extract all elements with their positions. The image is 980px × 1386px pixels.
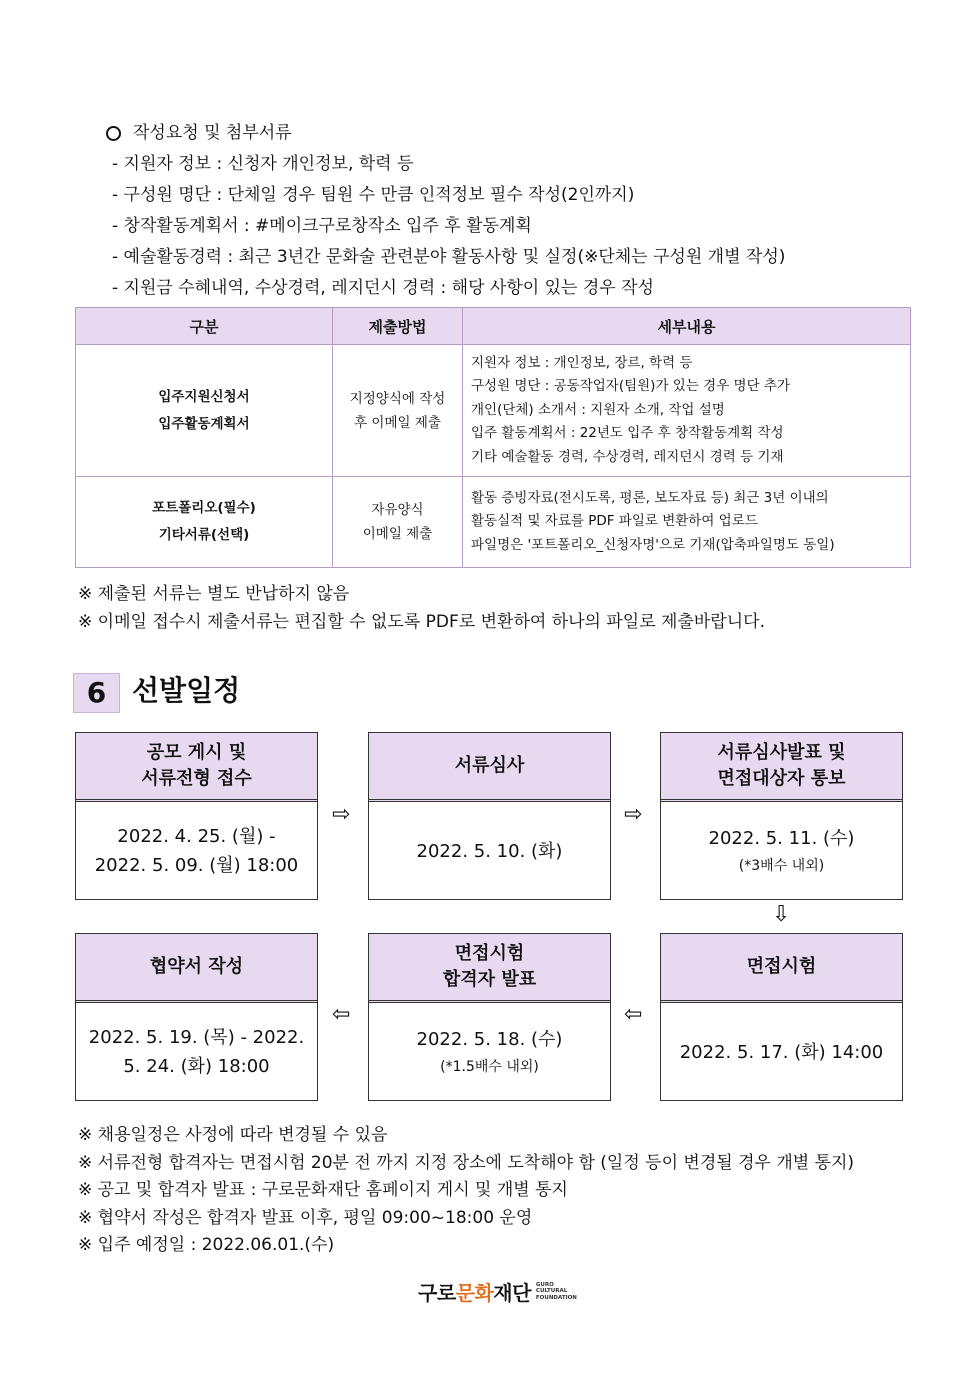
- schedule-step-review-announcement: [660, 732, 903, 900]
- logo-korean: [418, 1277, 531, 1306]
- method-cell: [333, 345, 463, 477]
- intro-item: - 예술활동경력 : 최근 3년간 문화술 관련분야 활동사항 및 실정(※단체는 구성원 개별 작성): [112, 247, 786, 267]
- details-cell: [463, 477, 911, 568]
- note-line: ※ 채용일정은 사정에 따라 변경될 수 있음: [78, 1125, 388, 1145]
- schedule-notes: [78, 1122, 854, 1260]
- category-line: 입주지원신청서: [158, 388, 250, 405]
- logo-en-line: FOUNDATION: [535, 1294, 577, 1301]
- category-cell: [76, 477, 333, 568]
- details-line: 활동 증빙자료(전시도록, 평론, 보도자료 등) 최근 3년 이내의: [471, 489, 829, 506]
- step-date: 2022. 5. 09. (월) 18:00: [94, 855, 299, 876]
- intro-heading: 작성요청 및 첨부서류: [133, 123, 292, 143]
- note-line: ※ 협약서 작성은 합격자 발표 이후, 평일 09:00~18:00 운영: [78, 1207, 533, 1228]
- step-body: [661, 803, 902, 899]
- method-line: 자유양식: [371, 502, 424, 518]
- arrow-right-icon: ⇨: [624, 802, 643, 827]
- arrow-left-icon: ⇦: [332, 1002, 351, 1027]
- step-date: 5. 24. (화) 18:00: [123, 1056, 270, 1077]
- table-header: 구분: [76, 308, 333, 345]
- details-line: 구성원 명단 : 공동작업자(팀원)가 있는 경우 명단 추가: [471, 378, 790, 395]
- logo-en-line: CULTURAL: [535, 1288, 568, 1295]
- details-cell: [463, 345, 911, 477]
- intro-item: - 창작활동계획서 : #메이크구로창작소 입주 후 활동계획: [112, 216, 532, 236]
- schedule-step-agreement: [75, 933, 318, 1101]
- method-cell: [333, 477, 463, 568]
- foundation-logo: [418, 1277, 577, 1306]
- intro-heading-row: [104, 118, 944, 149]
- step-date: 2022. 5. 17. (화) 14:00: [679, 1041, 884, 1063]
- method-line: 이메일 제출: [362, 526, 433, 542]
- submission-notes: [78, 580, 765, 636]
- table-header-row: [76, 308, 911, 345]
- note-line: ※ 입주 예정일 : 2022.06.01.(수): [78, 1235, 335, 1255]
- schedule-step-document-review: [368, 732, 611, 900]
- note-line: ※ 이메일 접수시 제출서류는 편집할 수 없도록 PDF로 변환하여 하나의 파일로 제출바랍니다.: [78, 612, 765, 632]
- logo-english: [536, 1282, 577, 1302]
- step-date: 2022. 5. 11. (수): [708, 827, 855, 849]
- step-body: [661, 1004, 902, 1100]
- table-header: 세부내용: [463, 308, 911, 345]
- intro-item: - 구성원 명단 : 단체일 경우 팀원 수 만큼 인적정보 필수 작성(2인까지): [112, 185, 635, 205]
- step-title: 서류심사: [369, 733, 610, 802]
- category-line: 입주활동계획서: [158, 415, 250, 432]
- intro-section: [104, 118, 944, 304]
- step-title: 서류심사발표 및 면접대상자 통보: [661, 733, 902, 802]
- step-body: [369, 1004, 610, 1100]
- step-title: 면접시험 합격자 발표: [369, 934, 610, 1003]
- details-line: 입주 활동계획서 : 22년도 입주 후 창작활동계획 작성: [471, 425, 784, 442]
- arrow-left-icon: ⇦: [624, 1002, 643, 1027]
- step-body: [369, 803, 610, 899]
- step-body: [76, 803, 317, 899]
- circle-bullet-icon: [106, 126, 121, 141]
- step-note: (*3배수 내외): [738, 857, 825, 874]
- note-line: ※ 제출된 서류는 별도 반납하지 않음: [78, 584, 350, 604]
- step-title: 면접시험: [661, 934, 902, 1003]
- details-line: 지원자 정보 : 개인정보, 장르, 학력 등: [471, 354, 693, 371]
- details-line: 활동실적 및 자료를 PDF 파일로 변환하여 업로드: [471, 513, 758, 530]
- category-cell: [76, 345, 333, 477]
- details-line: 파일명은 '포트폴리오_신청자명'으로 기재(압축파일명도 동일): [471, 536, 835, 553]
- step-title: 공모 게시 및 서류전형 접수: [76, 733, 317, 802]
- note-line: ※ 공고 및 합격자 발표 : 구로문화재단 홈페이지 게시 및 개별 통지: [78, 1180, 568, 1200]
- logo-text-accent: 문화: [455, 1281, 494, 1305]
- arrow-right-icon: ⇨: [332, 802, 351, 827]
- section-title: 선발일정: [132, 674, 241, 707]
- table-row: [76, 345, 911, 477]
- details-line: 기타 예술활동 경력, 수상경력, 레지던시 경력 등 기재: [471, 448, 784, 465]
- details-line: 개인(단체) 소개서 : 지원자 소개, 작업 설명: [471, 401, 725, 418]
- table-row: [76, 477, 911, 568]
- note-line: ※ 서류전형 합격자는 면접시험 20분 전 까지 지정 장소에 도착해야 함 (일정 등이 변경될 경우 개별 통지): [78, 1152, 855, 1173]
- schedule-step-interview: [660, 933, 903, 1101]
- logo-en-line: GURO: [535, 1281, 554, 1288]
- step-body: [76, 1004, 317, 1100]
- step-title: 협약서 작성: [76, 934, 317, 1003]
- category-line: 기타서류(선택): [158, 527, 250, 543]
- step-date: 2022. 5. 19. (목) - 2022.: [88, 1027, 305, 1048]
- step-date: 2022. 5. 10. (화): [416, 840, 563, 862]
- schedule-step-posting: [75, 732, 318, 900]
- section-number: 6: [73, 673, 120, 713]
- step-date: 2022. 4. 25. (월) -: [117, 826, 276, 847]
- submission-table: [75, 307, 911, 568]
- intro-item: - 지원금 수혜내역, 수상경력, 레지던시 경력 : 해당 사항이 있는 경우 작성: [112, 278, 654, 298]
- step-note: (*1.5배수 내외): [440, 1058, 539, 1075]
- method-line: 후 이메일 제출: [354, 414, 441, 431]
- schedule-step-final-announcement: [368, 933, 611, 1101]
- arrow-down-icon: ⇩: [772, 902, 791, 927]
- method-line: 지정양식에 작성: [349, 390, 446, 407]
- table-header: 제출방법: [333, 308, 463, 345]
- logo-text-pre: 구로: [418, 1281, 456, 1305]
- logo-text-post: 재단: [493, 1281, 531, 1305]
- step-date: 2022. 5. 18. (수): [416, 1028, 563, 1050]
- intro-item: - 지원자 정보 : 신청자 개인정보, 학력 등: [112, 154, 414, 174]
- category-line: 포트폴리오(필수): [152, 500, 256, 516]
